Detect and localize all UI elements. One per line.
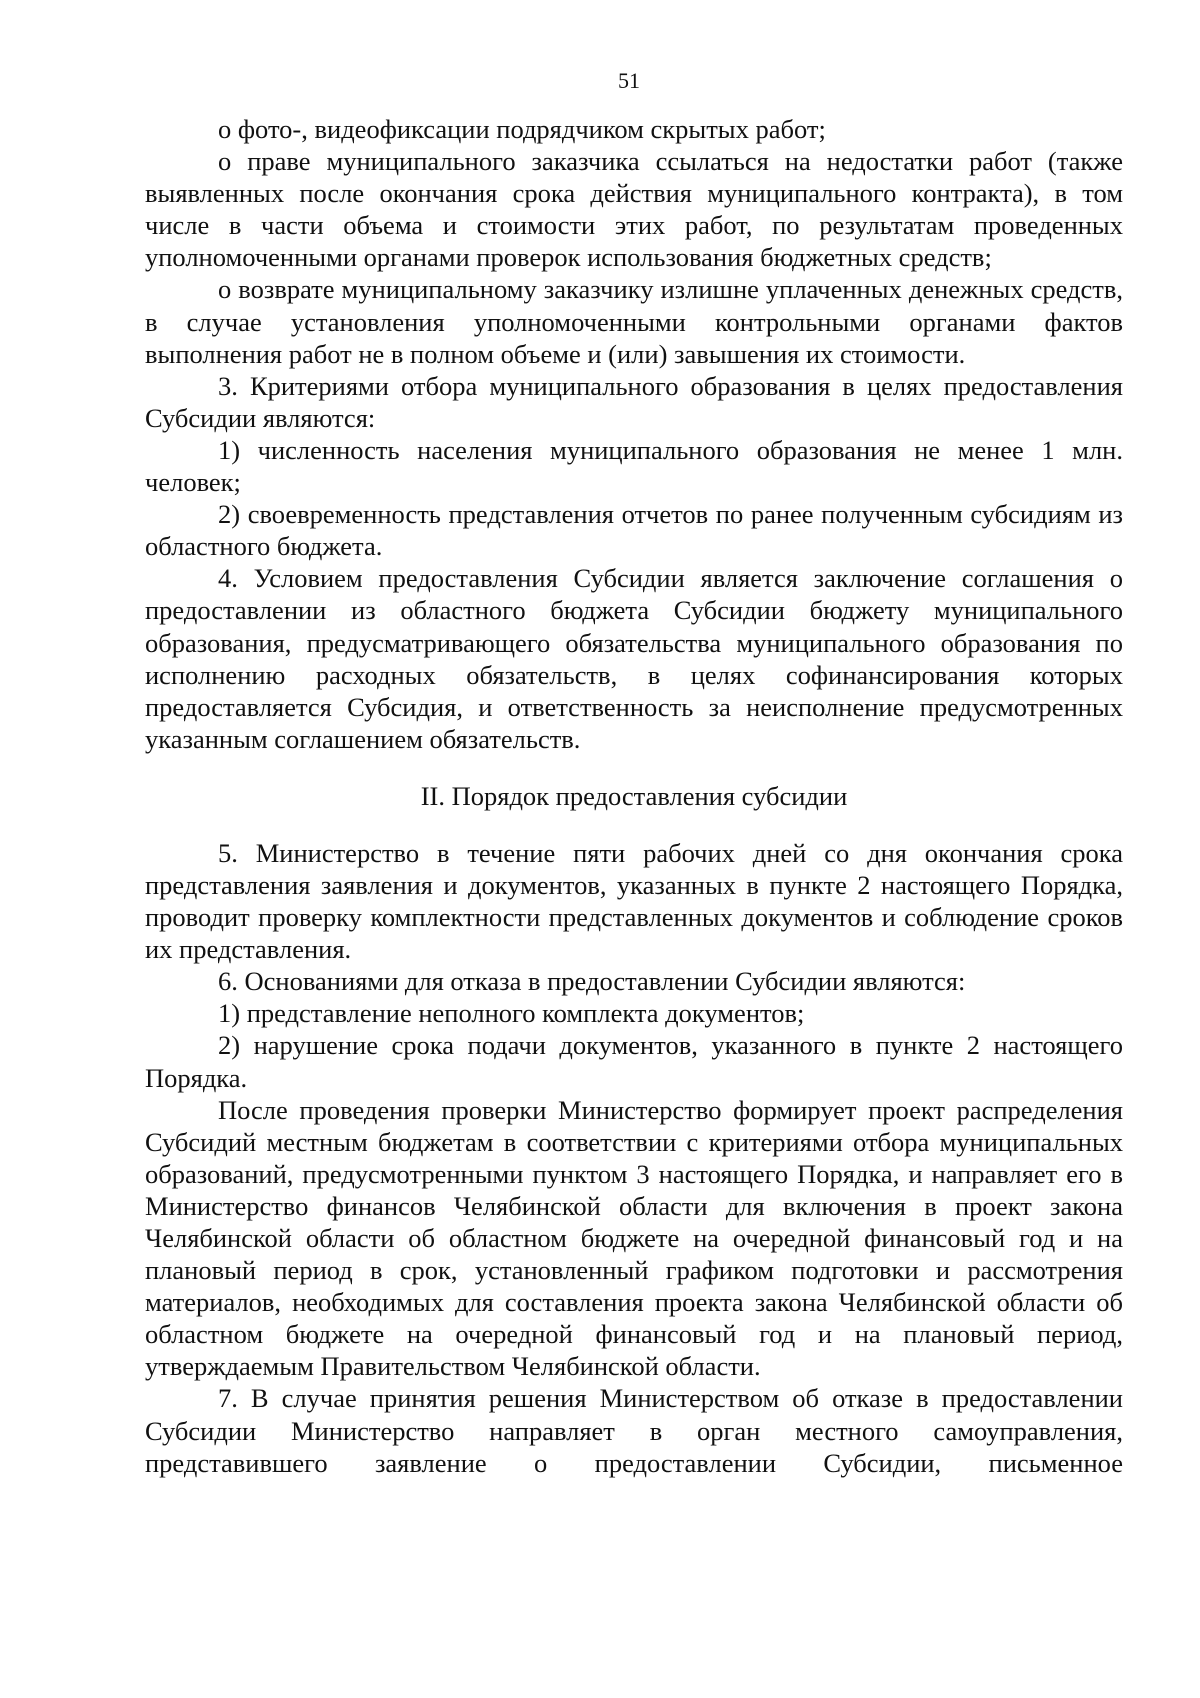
paragraph: 1) представление неполного комплекта документов;	[218, 998, 805, 1029]
document-body	[145, 113, 1123, 1479]
paragraph: о праве муниципального заказчика ссылаться на недостатки работ (также выявленных после окончания срока действия муниципального контракта), в том числе в части объема и стоимости этих работ, по результатам проведенных уполномоченными органами проверок использования бюджетных средств;	[145, 146, 1123, 273]
paragraph: 3. Критериями отбора муниципального образования в целях предоставления Субсидии являются:	[145, 370, 1123, 433]
paragraph: 6. Основаниями для отказа в предоставлении Субсидии являются:	[218, 966, 966, 997]
section-heading: II. Порядок предоставления субсидии	[420, 780, 848, 811]
paragraph: После проведения проверки Министерство формирует проект распределения Субсидий местным бюджетам в соответствии с критериями отбора муниципальных образований, предусмотренными пунктом 3 настоящего Порядка, и направляет его в Министерство финансов Челябинской области для включения в проект закона Челябинской области об областном бюджете на очередной финансовый год и на плановый период в срок, установленный графиком подготовки и рассмотрения материалов, необходимых для составления проекта закона Челябинской области об областном бюджете на очередной финансовый год и на плановый период, утверждаемым Правительством Челябинской области.	[145, 1094, 1123, 1382]
page-number: 51	[618, 68, 640, 93]
paragraph: 2) нарушение срока подачи документов, указанного в пункте 2 настоящего Порядка.	[145, 1030, 1123, 1093]
paragraph: 1) численность населения муниципального образования не менее 1 млн. человек;	[145, 434, 1123, 498]
paragraph: 5. Министерство в течение пяти рабочих дней со дня окончания срока представления заявления и документов, указанных в пункте 2 настоящего Порядка, проводит проверку комплектности представленных документов и соблюдение сроков их представления.	[145, 837, 1123, 965]
paragraph: 7. В случае принятия решения Министерством об отказе в предоставлении Субсидии Министерство направляет в орган местного самоуправления, представившего заявление о предоставлении Субсидии, письменное	[145, 1383, 1123, 1478]
paragraph: о возврате муниципальному заказчику излишне уплаченных денежных средств, в случае установления уполномоченными контрольными органами фактов выполнения работ не в полном объеме и (или) завышения их стоимости.	[145, 274, 1123, 369]
paragraph: 4. Условием предоставления Субсидии является заключение соглашения о предоставлении из областного бюджета Субсидии бюджету муниципального образования, предусматривающего обязательства муниципального образования по исполнению расходных обязательств, в целях софинансирования которых предоставляется Субсидия, и ответственность за неисполнение предусмотренных указанным соглашением обязательств.	[145, 563, 1123, 754]
paragraph: о фото-, видеофиксации подрядчиком скрытых работ;	[218, 114, 826, 144]
paragraph: 2) своевременность представления отчетов по ранее полученным субсидиям из областного бюджета.	[145, 499, 1123, 562]
